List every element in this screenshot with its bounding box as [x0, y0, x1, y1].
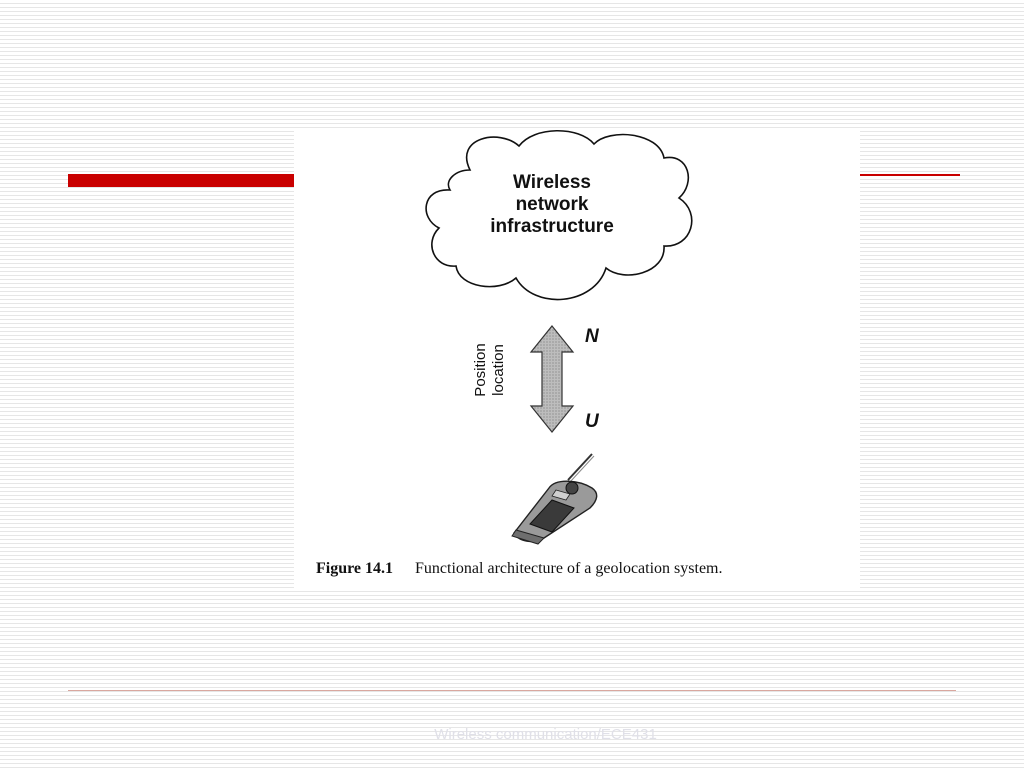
figure-caption [316, 560, 856, 578]
user-letter: U [585, 411, 599, 432]
figure-panel [294, 128, 860, 591]
position-location-label [472, 343, 552, 415]
network-letter: N [585, 326, 599, 347]
footer-divider [68, 690, 956, 691]
cloud-label-line: Wireless [513, 172, 591, 193]
caption-number: Figure 14.1 [316, 560, 394, 577]
cloud-label [452, 172, 652, 238]
title-accent-bar [68, 174, 294, 187]
footer-text: Wireless communication/ECE431 [434, 726, 657, 743]
caption-text: Functional architecture of a geolocation system. [415, 560, 723, 577]
title-accent-line [860, 174, 960, 176]
side-label-line: location [490, 344, 507, 396]
cloud-label-line: network [515, 194, 589, 215]
cloud-label-line: infrastructure [490, 216, 614, 237]
side-label-line: Position [472, 343, 489, 397]
mobile-phone-icon [512, 454, 597, 544]
